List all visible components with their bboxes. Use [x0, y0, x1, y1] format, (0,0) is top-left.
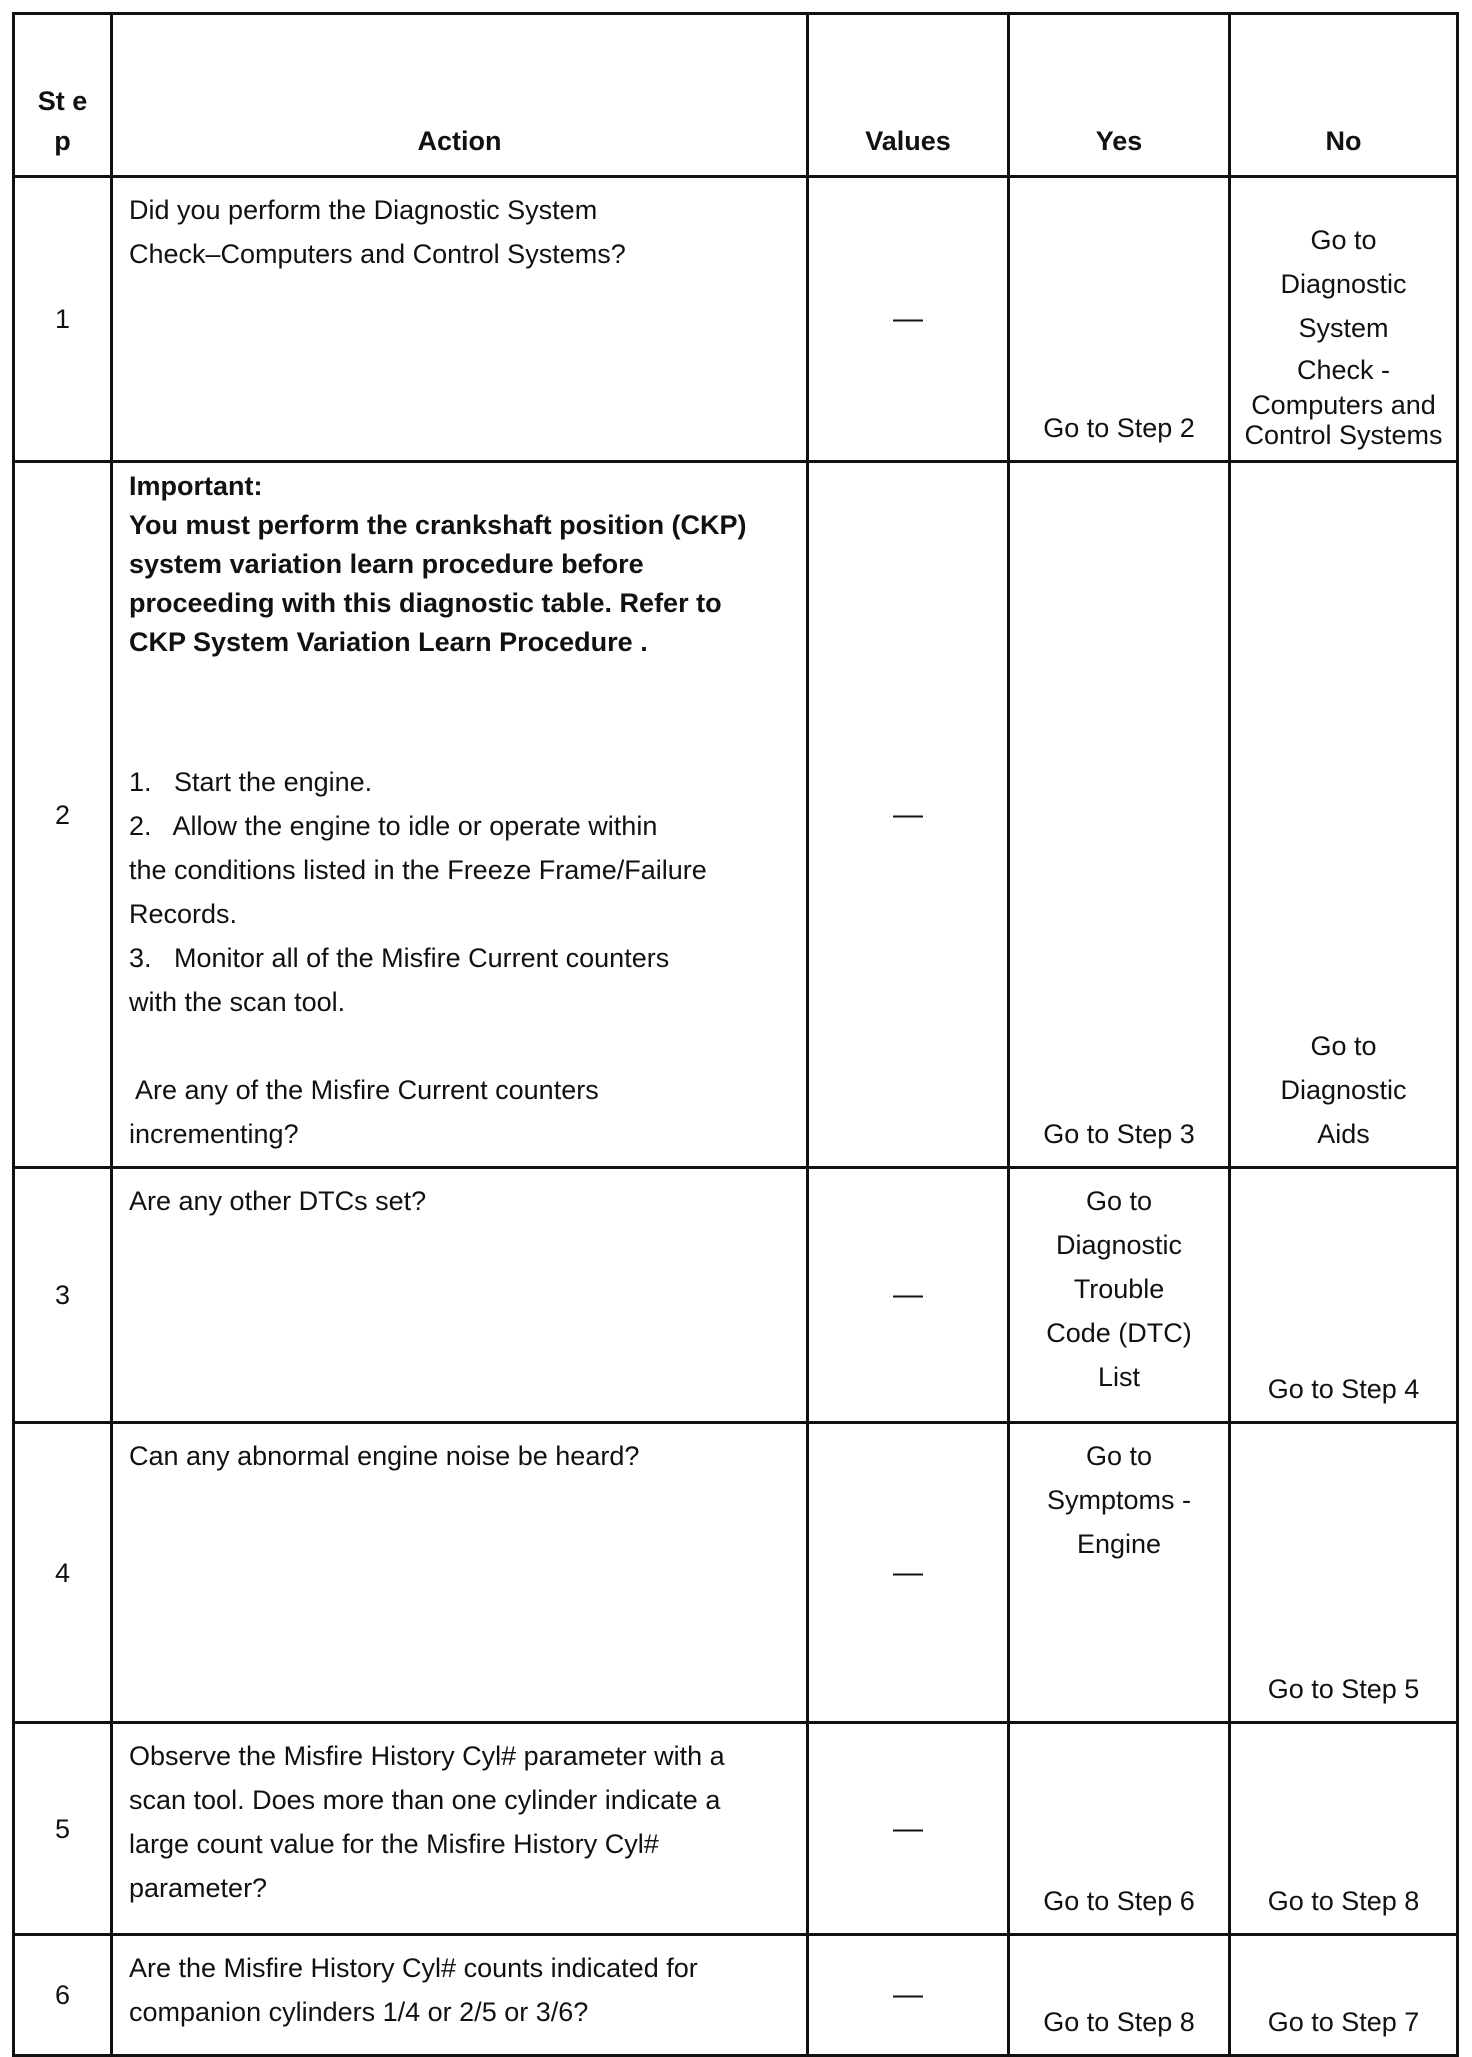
- action-line: companion cylinders 1/4 or 2/5 or 3/6?: [129, 1997, 589, 2027]
- no-link[interactable]: Go to Step 4: [1267, 1374, 1420, 1404]
- no-cell[interactable]: [1230, 1723, 1458, 1935]
- value-cell: —: [808, 1723, 1009, 1935]
- value-cell: —: [808, 1168, 1009, 1423]
- diagnostic-table: [12, 12, 1459, 2057]
- no-link[interactable]: Go to Step 7: [1267, 2007, 1420, 2037]
- action-cell: [112, 1935, 808, 2056]
- yes-line[interactable]: Engine: [1076, 1529, 1162, 1559]
- table-row: [14, 1935, 1458, 2056]
- no-line[interactable]: Computers and: [1251, 390, 1436, 420]
- table-row: [14, 1168, 1458, 1423]
- yes-link[interactable]: Go to Step 3: [1043, 1119, 1195, 1149]
- no-line[interactable]: System: [1298, 313, 1389, 343]
- no-line[interactable]: Control Systems: [1244, 420, 1443, 450]
- action-line: Are the Misfire History Cyl# counts indicated for: [129, 1953, 698, 1983]
- yes-line[interactable]: Trouble: [1073, 1274, 1165, 1304]
- action-line: Can any abnormal engine noise be heard?: [129, 1441, 640, 1471]
- no-cell[interactable]: [1230, 1935, 1458, 2056]
- step-number: 1: [14, 177, 112, 462]
- action-line: parameter?: [129, 1873, 268, 1903]
- action-line: Check–Computers and Control Systems?: [129, 239, 626, 269]
- value-cell: —: [808, 177, 1009, 462]
- no-cell[interactable]: [1230, 1168, 1458, 1423]
- header-yes: Yes: [1009, 14, 1230, 177]
- yes-cell[interactable]: [1009, 1935, 1230, 2056]
- step-number: 4: [14, 1423, 112, 1723]
- no-line[interactable]: Diagnostic: [1280, 269, 1407, 299]
- action-line: scan tool. Does more than one cylinder indicate a: [129, 1785, 721, 1815]
- table-row: [14, 462, 1458, 1168]
- yes-line[interactable]: Go to: [1085, 1441, 1153, 1471]
- no-line[interactable]: Aids: [1317, 1119, 1370, 1149]
- step-number: 2: [14, 462, 112, 1168]
- header-row: [14, 14, 1458, 177]
- no-cell[interactable]: [1230, 177, 1458, 462]
- no-line[interactable]: Go to: [1310, 1031, 1377, 1061]
- yes-line[interactable]: List: [1097, 1362, 1141, 1392]
- no-line[interactable]: Go to: [1310, 225, 1377, 255]
- value-cell: —: [808, 1935, 1009, 2056]
- action-line: large count value for the Misfire History Cyl#: [129, 1829, 659, 1859]
- list-item: the conditions listed in the Freeze Frame/Failure: [129, 855, 707, 885]
- important-label: Important:: [129, 471, 263, 501]
- list-item: 3. Monitor all of the Misfire Current counters: [129, 943, 670, 973]
- yes-line[interactable]: Diagnostic: [1055, 1230, 1183, 1260]
- action-cell: [112, 177, 808, 462]
- header-no: No: [1230, 14, 1458, 177]
- value-cell: —: [808, 1423, 1009, 1723]
- yes-link[interactable]: Go to Step 6: [1043, 1886, 1195, 1916]
- action-line: Observe the Misfire History Cyl# parameter with a: [129, 1741, 725, 1771]
- table-row: [14, 1723, 1458, 1935]
- table-row: [14, 1423, 1458, 1723]
- no-link[interactable]: Go to Step 5: [1267, 1674, 1420, 1704]
- header-step: St ep: [14, 14, 112, 177]
- no-cell[interactable]: [1230, 1423, 1458, 1723]
- no-line[interactable]: Check -: [1296, 355, 1391, 385]
- no-link[interactable]: Go to Step 8: [1267, 1886, 1420, 1916]
- action-cell: [112, 1723, 808, 1935]
- header-values: Values: [808, 14, 1009, 177]
- action-cell: [112, 462, 808, 1168]
- no-cell[interactable]: [1230, 462, 1458, 1168]
- yes-cell[interactable]: [1009, 1168, 1230, 1423]
- yes-link[interactable]: Go to Step 2: [1043, 413, 1195, 443]
- yes-cell[interactable]: [1009, 177, 1230, 462]
- list-item: 2. Allow the engine to idle or operate within: [129, 811, 658, 841]
- yes-link[interactable]: Go to Step 8: [1043, 2007, 1195, 2037]
- no-line[interactable]: Diagnostic: [1280, 1075, 1407, 1105]
- step-number: 5: [14, 1723, 112, 1935]
- step-number: 3: [14, 1168, 112, 1423]
- table-row: [14, 177, 1458, 462]
- header-action: Action: [112, 14, 808, 177]
- important-text: You must perform the crankshaft position (CKP) system variation learn procedure before proceeding with this diagnostic table. Refer to CKP System Variation Learn Procedure .: [129, 510, 747, 657]
- step-number: 6: [14, 1935, 112, 2056]
- action-cell: [112, 1168, 808, 1423]
- yes-cell[interactable]: [1009, 462, 1230, 1168]
- value-cell: —: [808, 462, 1009, 1168]
- yes-cell[interactable]: [1009, 1723, 1230, 1935]
- action-line: Did you perform the Diagnostic System: [129, 195, 598, 225]
- yes-line[interactable]: Code (DTC): [1046, 1318, 1192, 1348]
- list-item: Records.: [129, 899, 238, 929]
- yes-line[interactable]: Go to: [1085, 1186, 1153, 1216]
- action-line: Are any other DTCs set?: [129, 1186, 427, 1216]
- question-line: Are any of the Misfire Current counters: [129, 1075, 599, 1105]
- list-item: 1. Start the engine.: [129, 767, 373, 797]
- yes-line[interactable]: Symptoms -: [1046, 1485, 1192, 1515]
- yes-cell[interactable]: [1009, 1423, 1230, 1723]
- list-item: with the scan tool.: [129, 987, 346, 1017]
- action-cell: [112, 1423, 808, 1723]
- question-line: incrementing?: [129, 1119, 299, 1149]
